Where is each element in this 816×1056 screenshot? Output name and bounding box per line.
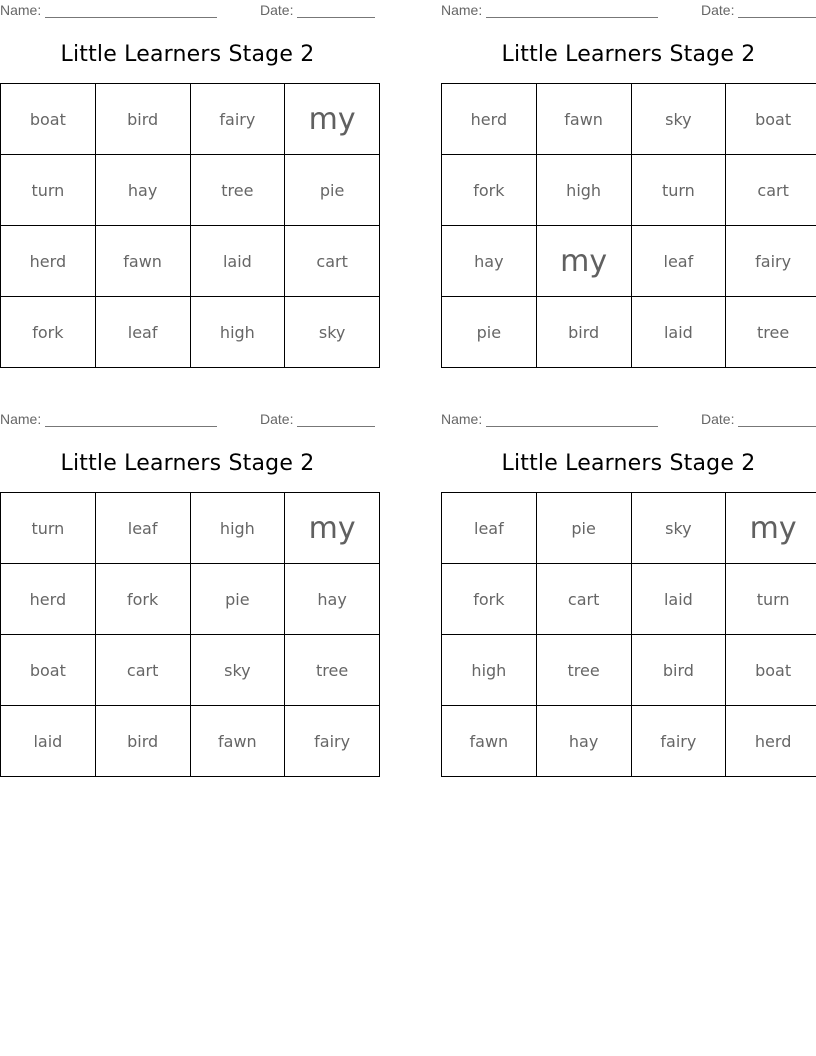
word-cell: hay — [442, 226, 537, 297]
word-cell: high — [536, 155, 631, 226]
card-title: Little Learners Stage 2 — [501, 451, 756, 476]
word-cell: fawn — [190, 706, 285, 777]
grid-row — [1, 155, 380, 226]
card-title: Little Learners Stage 2 — [60, 42, 315, 67]
date-blank-line[interactable] — [738, 426, 816, 427]
word-cell: cart — [285, 226, 380, 297]
word-cell: fawn — [95, 226, 190, 297]
word-cell: fairy — [726, 226, 816, 297]
word-cell: turn — [631, 155, 726, 226]
grid-row — [442, 493, 816, 564]
word-cell: bird — [536, 297, 631, 368]
word-cell: hay — [95, 155, 190, 226]
word-cell: pie — [285, 155, 380, 226]
grid-row — [442, 155, 816, 226]
word-cell: fork — [1, 297, 96, 368]
word-cell: high — [442, 635, 537, 706]
name-label: Name: — [0, 2, 42, 18]
bingo-grid — [441, 492, 816, 777]
name-label: Name: — [0, 411, 42, 427]
name-date-header — [0, 411, 375, 429]
word-cell: leaf — [442, 493, 537, 564]
free-cell: my — [726, 493, 816, 564]
word-cell: herd — [1, 564, 96, 635]
word-cell: herd — [1, 226, 96, 297]
date-label: Date: — [260, 2, 294, 18]
word-cell: tree — [190, 155, 285, 226]
word-cell: sky — [285, 297, 380, 368]
word-cell: bird — [95, 84, 190, 155]
grid-row — [1, 493, 380, 564]
word-cell: pie — [442, 297, 537, 368]
grid-row — [1, 564, 380, 635]
word-cell: tree — [285, 635, 380, 706]
card-title: Little Learners Stage 2 — [501, 42, 756, 67]
word-cell: bird — [631, 635, 726, 706]
word-cell: sky — [631, 493, 726, 564]
name-date-header — [0, 2, 375, 20]
word-cell: cart — [536, 564, 631, 635]
card-title: Little Learners Stage 2 — [60, 451, 315, 476]
word-cell: cart — [726, 155, 816, 226]
word-cell: cart — [95, 635, 190, 706]
name-blank-line[interactable] — [486, 17, 658, 18]
word-cell: sky — [190, 635, 285, 706]
word-cell: herd — [726, 706, 816, 777]
date-label: Date: — [260, 411, 294, 427]
word-cell: fork — [442, 155, 537, 226]
bingo-grid — [0, 83, 380, 368]
free-cell: my — [285, 493, 380, 564]
grid-row — [1, 297, 380, 368]
name-date-header — [441, 2, 816, 20]
word-cell: hay — [536, 706, 631, 777]
word-cell: fawn — [442, 706, 537, 777]
word-cell: sky — [631, 84, 726, 155]
name-blank-line[interactable] — [45, 426, 217, 427]
word-cell: bird — [95, 706, 190, 777]
word-cell: boat — [1, 635, 96, 706]
word-cell: boat — [726, 635, 816, 706]
grid-row — [1, 635, 380, 706]
grid-row — [442, 226, 816, 297]
date-label: Date: — [701, 2, 735, 18]
grid-row — [442, 564, 816, 635]
grid-row — [442, 84, 816, 155]
name-blank-line[interactable] — [45, 17, 217, 18]
word-cell: turn — [726, 564, 816, 635]
name-blank-line[interactable] — [486, 426, 658, 427]
word-cell: pie — [190, 564, 285, 635]
name-date-header — [441, 411, 816, 429]
word-cell: hay — [285, 564, 380, 635]
date-blank-line[interactable] — [297, 17, 375, 18]
word-cell: fork — [442, 564, 537, 635]
grid-row — [1, 706, 380, 777]
word-cell: herd — [442, 84, 537, 155]
grid-row — [1, 226, 380, 297]
date-label: Date: — [701, 411, 735, 427]
name-label: Name: — [441, 411, 483, 427]
word-cell: fairy — [631, 706, 726, 777]
word-cell: fairy — [190, 84, 285, 155]
date-blank-line[interactable] — [297, 426, 375, 427]
word-cell: high — [190, 297, 285, 368]
word-cell: laid — [631, 564, 726, 635]
grid-row — [442, 297, 816, 368]
word-cell: laid — [631, 297, 726, 368]
name-label: Name: — [441, 2, 483, 18]
word-cell: pie — [536, 493, 631, 564]
word-cell: fairy — [285, 706, 380, 777]
free-cell: my — [536, 226, 631, 297]
grid-row — [442, 635, 816, 706]
word-cell: laid — [190, 226, 285, 297]
word-cell: laid — [1, 706, 96, 777]
bingo-grid — [441, 83, 816, 368]
word-cell: tree — [536, 635, 631, 706]
word-cell: leaf — [95, 493, 190, 564]
word-cell: fawn — [536, 84, 631, 155]
grid-row — [442, 706, 816, 777]
word-cell: leaf — [631, 226, 726, 297]
word-cell: boat — [726, 84, 816, 155]
grid-row — [1, 84, 380, 155]
word-cell: turn — [1, 155, 96, 226]
word-cell: tree — [726, 297, 816, 368]
date-blank-line[interactable] — [738, 17, 816, 18]
word-cell: boat — [1, 84, 96, 155]
word-cell: turn — [1, 493, 96, 564]
free-cell: my — [285, 84, 380, 155]
bingo-grid — [0, 492, 380, 777]
word-cell: fork — [95, 564, 190, 635]
word-cell: leaf — [95, 297, 190, 368]
word-cell: high — [190, 493, 285, 564]
